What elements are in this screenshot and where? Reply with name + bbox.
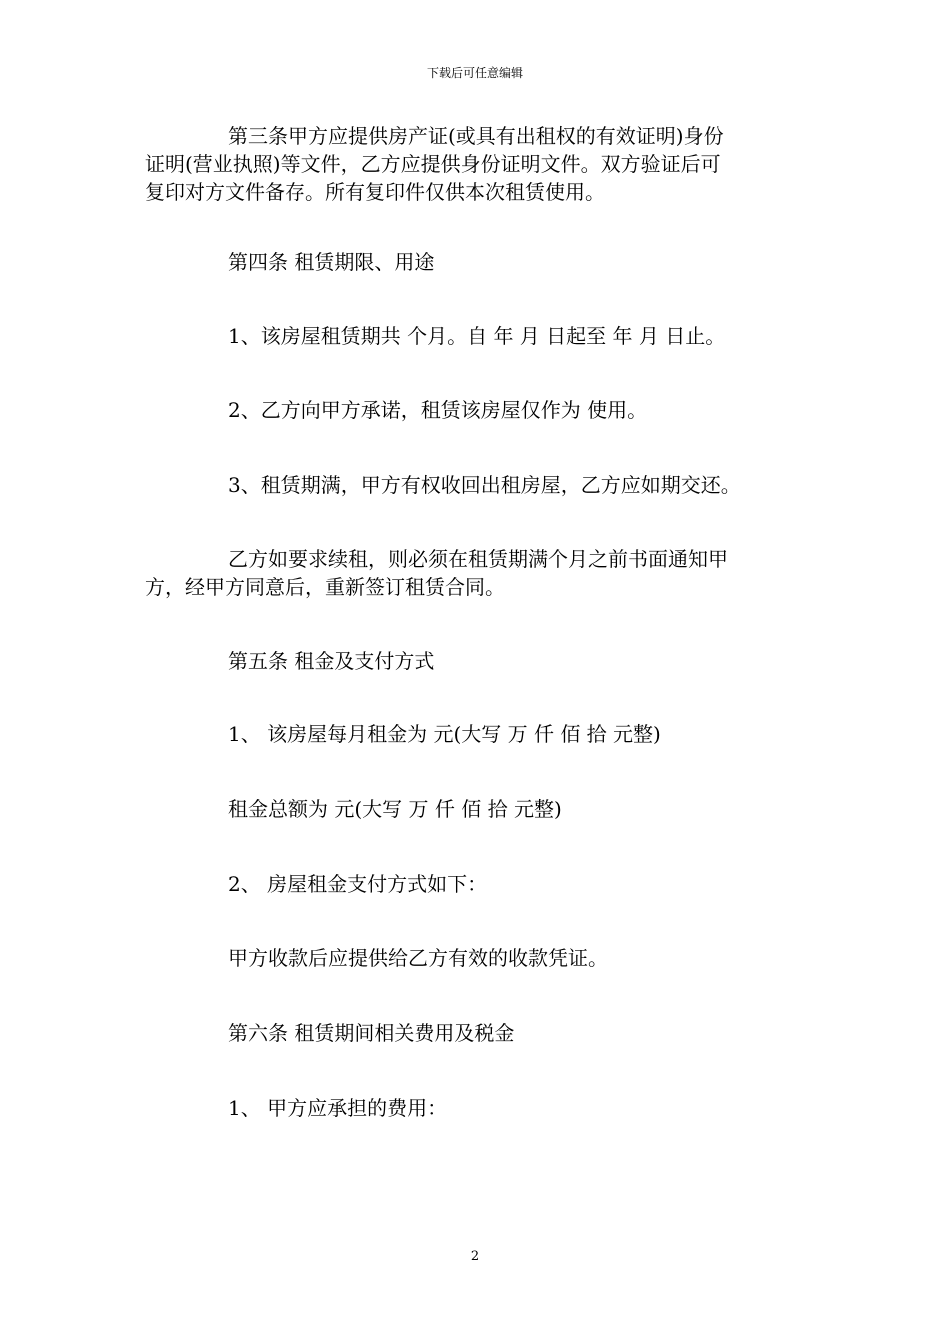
article-6-title: 第六条 租赁期间相关费用及税金: [228, 1021, 515, 1045]
article-5-total-rent: 租金总额为 元(大写 万 仟 佰 拾 元整): [228, 797, 562, 821]
article-3-paragraph: [145, 122, 805, 206]
article-3-line-3: 复印对方文件备存。所有复印件仅供本次租赁使用。: [145, 180, 605, 204]
article-5-item-2: 2、 房屋租金支付方式如下：: [228, 872, 488, 896]
renewal-line-1: 乙方如要求续租，则必须在租赁期满个月之前书面通知甲: [228, 547, 728, 571]
article-6-item-1: 1、 甲方应承担的费用：: [228, 1096, 448, 1120]
article-5-item-1: 1、 该房屋每月租金为 元(大写 万 仟 佰 拾 元整): [228, 722, 661, 746]
renewal-line-2: 方，经甲方同意后，重新签订租赁合同。: [145, 575, 505, 599]
article-5-title: 第五条 租金及支付方式: [228, 649, 435, 673]
article-3-line-2: 证明(营业执照)等文件，乙方应提供身份证明文件。双方验证后可: [145, 152, 721, 176]
page-header: 下载后可任意编辑: [426, 66, 523, 80]
article-3-line-1: 第三条甲方应提供房产证(或具有出租权的有效证明)身份: [228, 124, 724, 148]
article-4-item-2: 2、乙方向甲方承诺，租赁该房屋仅作为 使用。: [228, 398, 648, 422]
article-5-receipt: 甲方收款后应提供给乙方有效的收款凭证。: [228, 946, 608, 970]
article-4-item-3: 3、租赁期满，甲方有权收回出租房屋，乙方应如期交还。: [228, 473, 741, 497]
article-4-renewal-paragraph: [145, 545, 805, 601]
article-4-item-1: 1、该房屋租赁期共 个月。自 年 月 日起至 年 月 日止。: [228, 324, 726, 348]
article-4-title: 第四条 租赁期限、用途: [228, 250, 435, 274]
page-number: 2: [470, 1249, 480, 1264]
